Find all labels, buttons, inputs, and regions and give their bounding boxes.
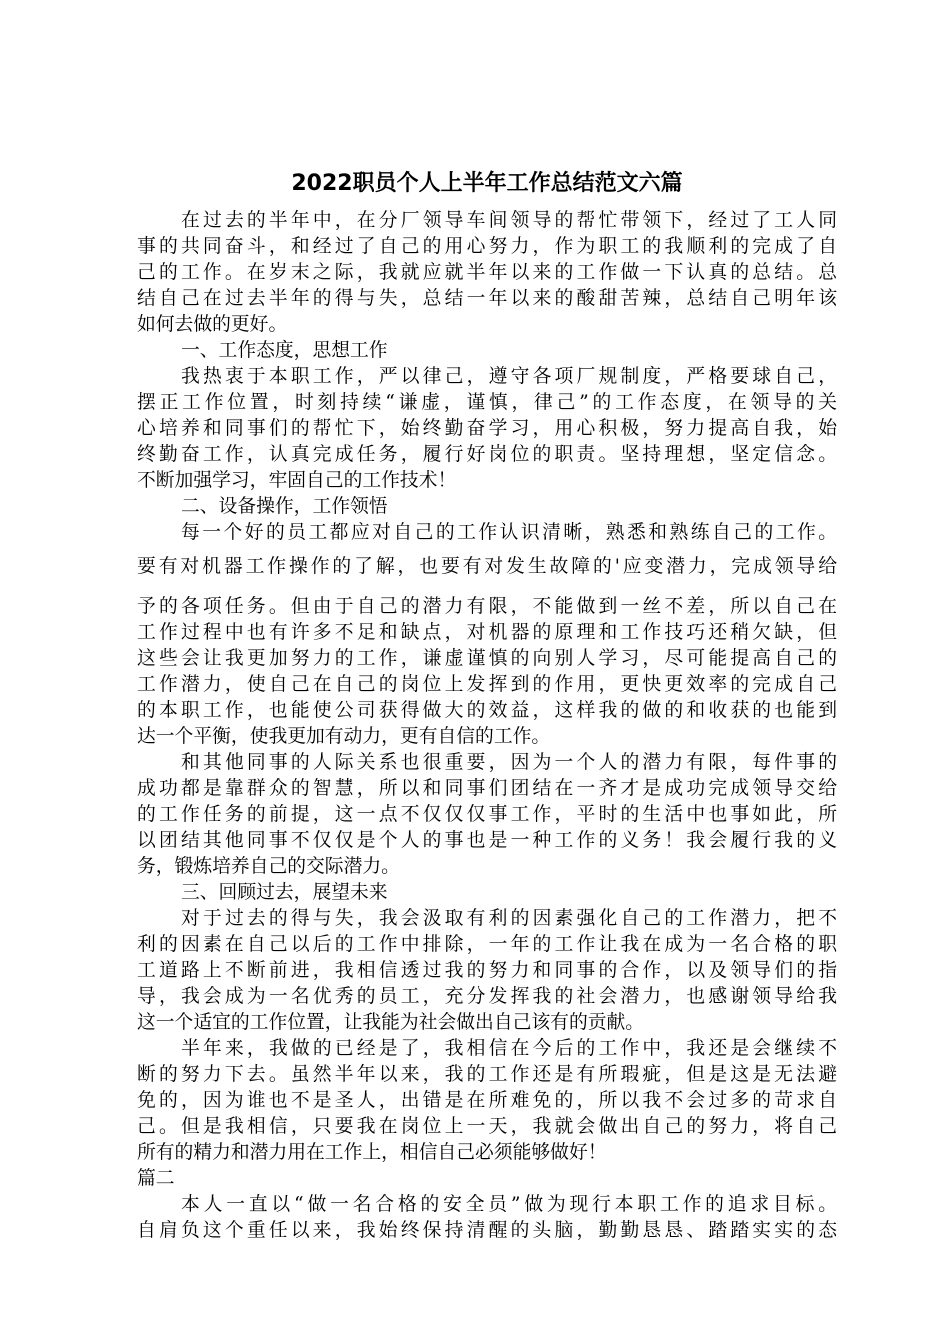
paragraph-line: 要有对机器工作操作的了解，也要有对发生故障的'应变潜力，完成领导给	[137, 556, 837, 577]
paragraph-line: 摆正工作位置，时刻持续“谦虚，谨慎，律己”的工作态度，在领导的关	[137, 392, 837, 413]
paragraph-line: 工道路上不断前进，我相信透过我的努力和同事的合作，以及领导们的指	[137, 960, 837, 981]
paragraph-line: 成功都是靠群众的智慧，所以和同事们团结在一齐才是成功完成领导交给	[137, 778, 837, 799]
paragraph-line: 结自己在过去半年的得与失，总结一年以来的酸甜苦辣，总结自己明年该	[137, 288, 837, 309]
paragraph-line: 和其他同事的人际关系也很重要，因为一个人的潜力有限，每件事的	[181, 752, 837, 773]
paragraph-line: 在过去的半年中，在分厂领导车间领导的帮忙带领下，经过了工人同	[181, 210, 837, 231]
paragraph-line: 达一个平衡，使我更加有动力，更有自信的工作。	[137, 726, 551, 747]
paragraph-line: 终勤奋工作，认真完成任务，履行好岗位的职责。坚持理想，坚定信念。	[137, 444, 837, 465]
section-heading: 篇二	[137, 1168, 175, 1189]
section-heading: 三、回顾过去，展望未来	[181, 882, 388, 903]
section-heading: 二、设备操作，工作领悟	[181, 496, 388, 517]
section-heading: 一、工作态度，思想工作	[181, 340, 388, 361]
paragraph-line: 所有的精力和潜力用在工作上，相信自己必须能够做好！	[137, 1142, 607, 1163]
paragraph-line: 利的因素在自己以后的工作中排除，一年的工作让我在成为一名合格的职	[137, 934, 837, 955]
paragraph-line: 务，锻炼培养自己的交际潜力。	[137, 856, 400, 877]
paragraph-line: 己的工作。在岁末之际，我就应就半年以来的工作做一下认真的总结。总	[137, 262, 837, 283]
paragraph-line: 这一个适宜的工作位置，让我能为社会做出自己该有的贡献。	[137, 1012, 645, 1033]
paragraph-line: 这些会让我更加努力的工作，谦虚谨慎的向别人学习，尽可能提高自己的	[137, 648, 837, 669]
paragraph-line: 心培养和同事们的帮忙下，始终勤奋学习，用心积极，努力提高自我，始	[137, 418, 837, 439]
paragraph-line: 工作潜力，使自己在自己的岗位上发挥到的作用，更快更效率的完成自己	[137, 674, 837, 695]
paragraph-line: 予的各项任务。但由于自己的潜力有限，不能做到一丝不差，所以自己在	[137, 596, 837, 617]
paragraph-line: 不断加强学习，牢固自己的工作技术！	[137, 470, 457, 491]
paragraph-line: 本人一直以“做一名合格的安全员”做为现行本职工作的追求目标。	[181, 1194, 837, 1215]
paragraph-line: 己。但是我相信，只要我在岗位上一天，我就会做出自己的努力，将自己	[137, 1116, 837, 1137]
document-title: 2022职员个人上半年工作总结范文六篇	[291, 171, 683, 196]
paragraph-line: 的工作任务的前提，这一点不仅仅仅事工作，平时的生活中也事如此，所	[137, 804, 837, 825]
paragraph-line: 免的，因为谁也不是圣人，出错是在所难免的，所以我不会过多的苛求自	[137, 1090, 837, 1111]
paragraph-line: 对于过去的得与失，我会汲取有利的因素强化自己的工作潜力，把不	[181, 908, 837, 929]
paragraph-line: 我热衷于本职工作，严以律己，遵守各项厂规制度，严格要球自己，	[181, 366, 837, 387]
paragraph-line: 断的努力下去。虽然半年以来，我的工作还是有所瑕疵，但是这是无法避	[137, 1064, 837, 1085]
paragraph-line: 每一个好的员工都应对自己的工作认识清晰，熟悉和熟练自己的工作。	[181, 522, 837, 543]
paragraph-line: 半年来，我做的已经是了，我相信在今后的工作中，我还是会继续不	[181, 1038, 837, 1059]
paragraph-line: 自肩负这个重任以来，我始终保持清醒的头脑，勤勤恳恳、踏踏实实的态	[137, 1220, 837, 1241]
paragraph-line: 导，我会成为一名优秀的员工，充分发挥我的社会潜力，也感谢领导给我	[137, 986, 837, 1007]
paragraph-line: 如何去做的更好。	[137, 314, 288, 335]
paragraph-line: 的本职工作，也能使公司获得做大的效益，这样我的做的和收获的也能到	[137, 700, 837, 721]
paragraph-line: 以团结其他同事不仅仅是个人的事也是一种工作的义务！我会履行我的义	[137, 830, 837, 851]
paragraph-line: 工作过程中也有许多不足和缺点，对机器的原理和工作技巧还稍欠缺，但	[137, 622, 837, 643]
paragraph-line: 事的共同奋斗，和经过了自己的用心努力，作为职工的我顺利的完成了自	[137, 236, 837, 257]
